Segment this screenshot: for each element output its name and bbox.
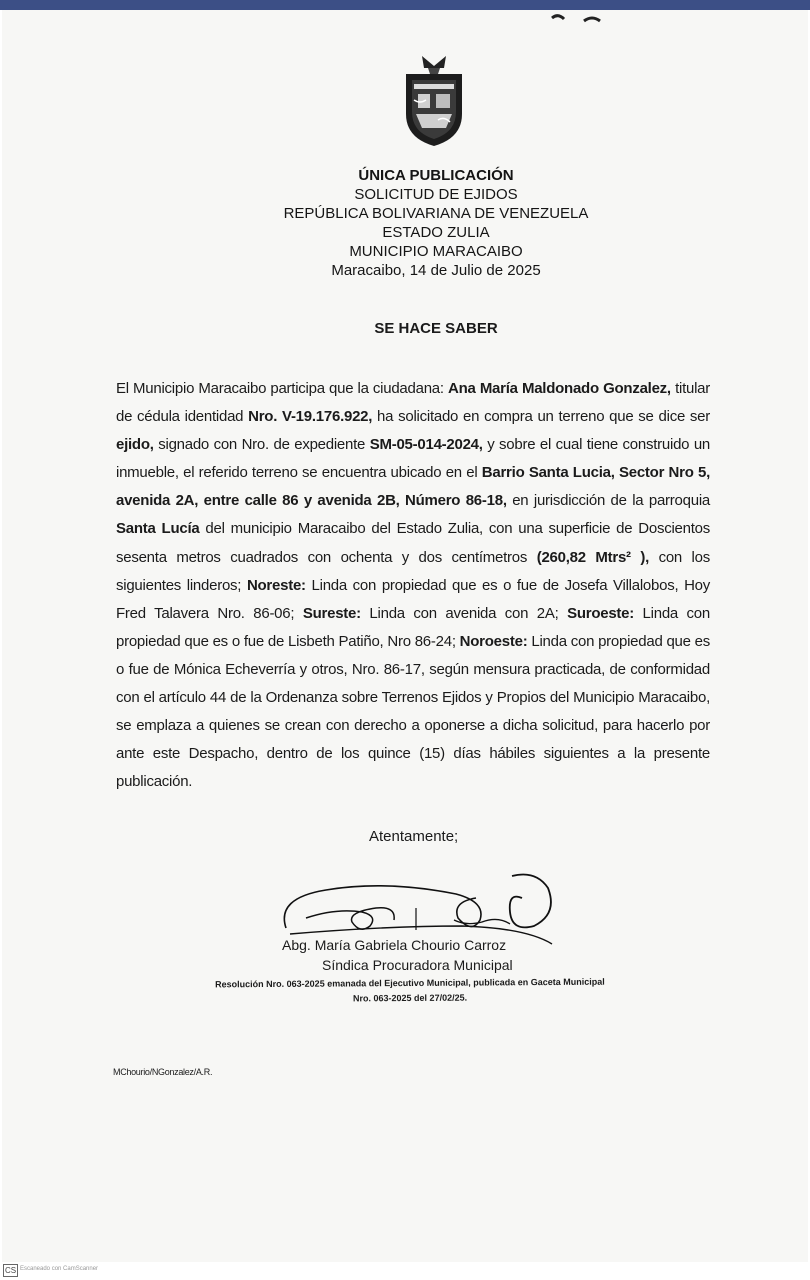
resolution-line: Resolución Nro. 063-2025 emanada del Ejecutivo Municipal, publicada en Gaceta Municipal <box>215 976 605 990</box>
body-text: signado con Nro. de expediente <box>153 436 370 454</box>
body-text: con los siguientes linderos; <box>116 548 710 594</box>
top-color-band <box>0 0 810 10</box>
header-country: REPÚBLICA BOLIVARIANA DE VENEZUELA <box>283 205 589 222</box>
body-text: titular de cédula identidad <box>116 380 711 426</box>
property-area: (260,82 Mtrs² ), <box>536 548 650 566</box>
reference-initials: MChourio/NGonzalez/A.R. <box>113 1067 213 1077</box>
header-title: ÚNICA PUBLICACIÓN <box>358 167 514 184</box>
scanner-footer <box>0 1262 810 1280</box>
body-text: El Municipio Maracaibo participa que la ciudadana: <box>116 380 449 397</box>
parish-name: Santa Lucía <box>116 520 200 538</box>
applicant-name: Ana María Maldonado Gonzalez, <box>448 380 671 397</box>
body-text: y sobre el cual tiene construido un inmueble, el referido terreno se encuentra ubicado en el <box>116 436 711 482</box>
property-address: Barrio Santa Lucia, Sector Nro 5, avenida 2A, entre calle 86 y avenida 2B, Número 86-18, <box>116 464 710 510</box>
signer-title: Síndica Procuradora Municipal <box>322 957 513 973</box>
body-text: Linda con avenida con 2A; <box>360 604 568 622</box>
body-text: Linda con propiedad que es o fue de Josefa Villalobos, Hoy Fred Talavera Nro. 86-06; <box>116 576 711 622</box>
ejido-term: ejido, <box>116 436 154 454</box>
closing-salutation: Atentamente; <box>369 828 459 845</box>
boundary-southwest-label: Suroeste: <box>567 604 634 622</box>
signer-name: Abg. María Gabriela Chourio Carroz <box>282 937 507 953</box>
document-header <box>236 166 636 280</box>
notice-body <box>116 375 710 796</box>
resolution-line: Nro. 063-2025 del 27/02/25. <box>352 992 468 1004</box>
body-text: ha solicitado en compra un terreno que se dice ser <box>372 408 710 426</box>
header-state: ESTADO ZULIA <box>382 224 490 241</box>
file-number: SM-05-014-2024, <box>369 436 483 454</box>
body-text: Linda con propiedad que es o fue de Lisbeth Patiño, Nro 86-24; <box>116 604 710 650</box>
municipal-crest-icon <box>400 52 468 148</box>
header-subtitle: SOLICITUD DE EJIDOS <box>354 186 518 203</box>
body-text: del municipio Maracaibo del Estado Zulia, con una superficie de Doscientos sesenta metros cuadrados con ochenta y dos centímetros <box>116 520 710 566</box>
section-heading: SE HACE SABER <box>374 320 498 337</box>
boundary-northwest-label: Noroeste: <box>459 632 528 650</box>
body-text: en jurisdicción de la parroquia <box>506 492 710 510</box>
scan-mark <box>548 12 610 26</box>
camscanner-logo-icon: CS <box>4 1266 17 1275</box>
id-number: Nro. V-19.176.922, <box>248 408 373 426</box>
body-text: Linda con propiedad que es o fue de Mónica Echeverría y otros, Nro. 86-17, según mensura practicada, de conformidad con el artículo 44 de la Ordenanza sobre Terrenos Ejidos y Propios del Municipio Maracaibo, se emplaza a quienes se crean con derecho a oponerse a dicha solicitud, para hacerlo por ante este Despacho, dentro de los quince (15) días hábiles siguientes a la presente publicación. <box>116 632 711 791</box>
boundary-northeast-label: Noreste: <box>246 576 306 594</box>
header-municipality: MUNICIPIO MARACAIBO <box>349 243 523 260</box>
resolution-reference <box>210 975 610 1008</box>
scanner-watermark-text: Escaneado con CamScanner <box>20 1266 99 1272</box>
boundary-southeast-label: Sureste: <box>302 604 361 622</box>
header-date: Maracaibo, 14 de Julio de 2025 <box>331 262 541 279</box>
